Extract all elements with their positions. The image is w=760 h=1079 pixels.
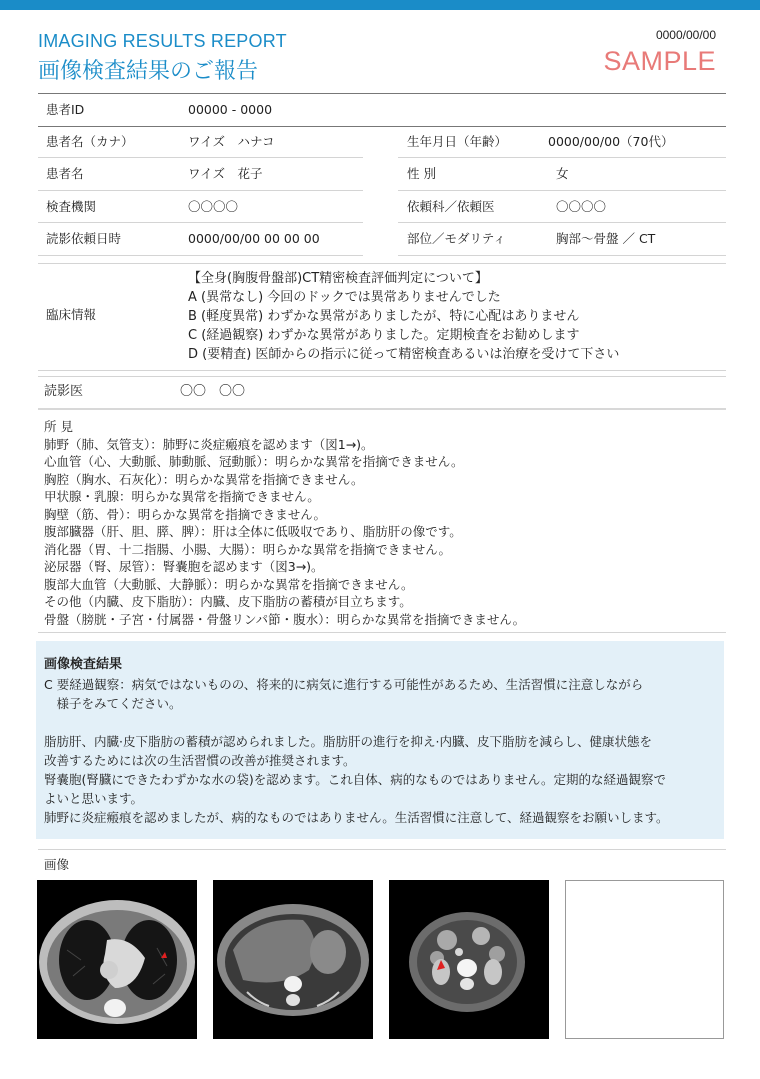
result-line: 肺野に炎症瘢痕を認めましたが、病的なものではありません。生活習慣に注意して、経過観察をお願いします。 [44,810,669,825]
divider [398,222,726,223]
top-accent-bar [0,0,760,10]
reader-value: 〇〇 〇〇 [180,384,246,399]
clinical-line: C (経過観察) わずかな異常がありました。定期検査をお勧めします [188,328,580,343]
sample-watermark: SAMPLE [603,46,716,76]
sex-label: 性 別 [407,166,436,181]
ct-image-kidney [389,880,549,1039]
patient-kana-label: 患者名（カナ） [46,134,134,149]
result-line: 様子をみてください。 [44,696,182,711]
spacer [44,713,714,732]
finding-line: 胸腔（胸水、石灰化）：明らかな異常を指摘できません。 [44,471,364,487]
department-label: 依頼科／依頼医 [407,199,495,214]
institution-label: 検査機関 [46,199,97,214]
birthdate-value: 0000/00/00（70代） [548,134,674,149]
modality-value: 胸部〜骨盤 ／ CT [556,231,656,246]
clinical-line: 【全身(胸腹骨盤部)CT精密検査評価判定について】 [188,271,488,286]
finding-line: その他（内臓、皮下脂肪）：内臓、皮下脂肪の蓄積が目立ちます。 [44,594,412,609]
birthdate-label: 生年月日（年齢） [407,134,508,149]
department-value: 〇〇〇〇 [556,199,607,214]
image-placeholder [565,880,724,1039]
request-datetime-label: 読影依頼日時 [46,231,122,246]
finding-line: 消化器（胃、十二指腸、小腸、大腸）：明らかな異常を指摘できません。 [44,541,452,557]
findings-title: 所 見 [44,419,73,434]
clinical-info-label: 臨床情報 [46,307,97,322]
modality-label: 部位／モダリティ [407,231,506,246]
divider [38,632,726,633]
divider [38,255,363,256]
report-date: 0000/00/00 [655,28,716,42]
finding-line: 腹部臓器（肝、胆、膵、脾）：肝は全体に低吸収であり、脂肪肝の像です。 [44,524,462,539]
result-line: C 要経過観察：病気ではないものの、将来的に病気に進行する可能性があるため、生活習慣に注意しながら [44,677,644,692]
divider [38,370,726,371]
imaging-result-box [36,641,724,839]
ct-image-liver [213,880,373,1039]
finding-line: 甲状腺・乳腺：明らかな異常を指摘できません。 [44,489,320,504]
clinical-line: A (異常なし) 今回のドックでは異常ありませんでした [188,290,501,305]
result-line: 脂肪肝、内臓·皮下脂肪の蓄積が認められました。脂肪肝の進行を抑え·内臓、皮下脂肪を減らし、健康状態を [44,734,652,749]
clinical-info-criteria [188,269,619,364]
patient-name-label: 患者名 [46,166,84,181]
finding-line: 胸壁（筋、骨）：明らかな異常を指摘できません。 [44,506,327,522]
divider [38,222,363,223]
divider [38,190,363,191]
clinical-line: B (軽度異常) わずかな異常がありましたが、特に心配はありません [188,309,580,324]
divider [38,849,726,850]
divider [38,93,726,94]
patient-name-value: ワイズ 花子 [188,166,263,181]
finding-line: 泌尿器（腎、尿管）：腎嚢胞を認めます（図3→)。 [44,559,324,574]
result-title: 画像検査結果 [44,657,123,672]
divider [398,190,726,191]
divider [38,157,363,158]
divider [398,255,726,256]
finding-line: 骨盤（膀胱・子宮・付属器・骨盤リンパ節・腹水）：明らかな異常を指摘できません。 [44,611,526,627]
report-title-japanese: 画像検査結果のご報告 [38,59,259,84]
reader-label: 読影医 [44,384,84,399]
patient-id-label: 患者ID [46,102,85,117]
divider [38,126,726,127]
images-label: 画像 [44,857,70,872]
clinical-line: D (要精査) 医師からの指示に従って精密検査あるいは治療を受けて下さい [188,347,620,362]
findings-section [44,418,525,628]
finding-line: 腹部大血管（大動脈、大静脈）：明らかな異常を指摘できません。 [44,576,414,592]
institution-value: 〇〇〇〇 [188,199,239,214]
report-header [38,28,726,90]
divider [38,376,726,377]
divider [38,263,726,264]
divider [398,157,726,158]
finding-line: 肺野（肺、気管支）：肺野に炎症瘢痕を認めます（図1→)。 [44,436,374,452]
divider [38,408,726,410]
result-line: よいと思います。 [44,791,144,806]
patient-id-value: 00000 - 0000 [188,102,273,117]
patient-kana-value: ワイズ ハナコ [188,134,275,149]
sex-value: 女 [556,166,569,181]
finding-line: 心血管（心、大動脈、肺動脈、冠動脈）：明らかな異常を指摘できません。 [44,454,464,469]
result-line: 改善するためには次の生活習慣の改善が推奨されます。 [44,753,356,768]
result-line: 腎嚢胞(腎臓にできたわずかな水の袋)を認めます。これ自体、病的なものではありません。定期的な経過観察で [44,772,667,787]
report-title-english: IMAGING RESULTS REPORT [38,31,287,51]
ct-image-chest [37,880,197,1039]
request-datetime-value: 0000/00/00 00 00 00 [188,231,320,246]
